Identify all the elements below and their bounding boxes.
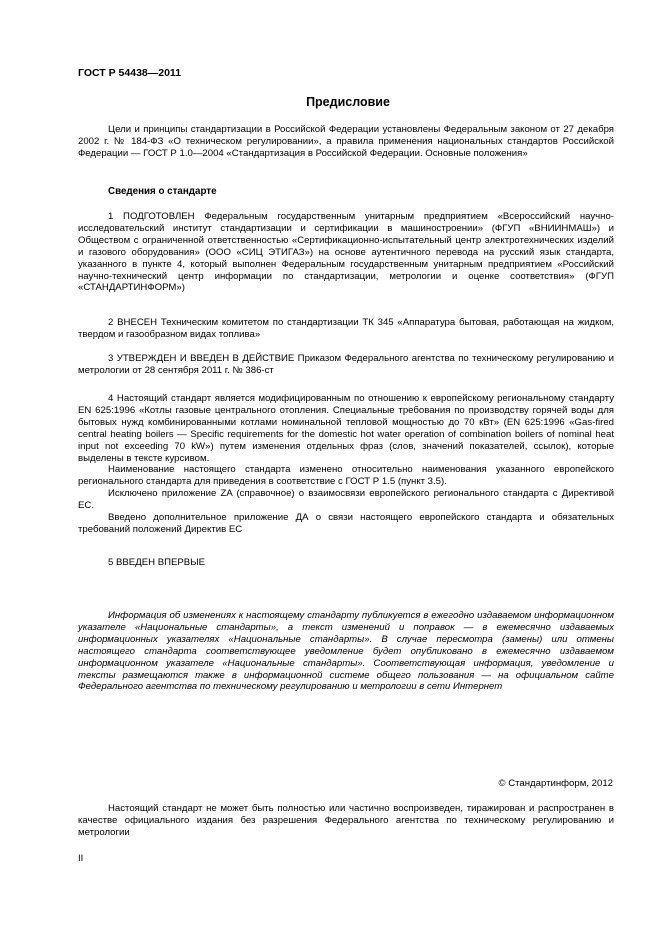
item5-paragraph: 5 ВВЕДЕН ВПЕРВЫЕ: [108, 557, 206, 568]
copyright-line: © Стандартинформ, 2012: [498, 778, 613, 789]
item1-paragraph: 1 ПОДГОТОВЛЕН Федеральным государственным унитарным предприятием «Всероссийский научно-исследовательский институт стандартизации и сертификации в машиностроении» (ФГУП «ВНИИНМАШ») и Обществом с ограниченной ответственностью «Сертификационно-испытательный центр электротехнических изделий и газового оборудования» (ООО «СИЦ ЭТИГАЗ») на основе аутентичного перевода на русский язык стандарта, указанного в пункте 4, который выполнен Федеральным государственным унитарным предприятием «Российский научно-технический центр информации по стандартизации, метрологии и оценке соответствия» (ФГУП «СТАНДАРТИНФОРМ»): [78, 211, 614, 294]
intro-block: [78, 124, 614, 160]
item4-block: [78, 393, 614, 536]
item4-excluded-paragraph: Исключено приложение ZA (справочное) о взаимосвязи европейского регионального стандарта с Директивой ЕС.: [78, 488, 614, 512]
item3-paragraph: 3 УТВЕРЖДЕН И ВВЕДЕН В ДЕЙСТВИЕ Приказом Федерального агентства по техническому регулированию и метрологии от 28 сентября 2011 г. № 386-ст: [78, 353, 614, 376]
intro-paragraph: Цели и принципы стандартизации в Российской Федерации установлены Федеральным законом от 27 декабря 2002 г. № 184-ФЗ «О техническом регулировании», а правила применения национальных стандартов Российской Федерации — ГОСТ Р 1.0—2004 «Стандартизация в Российской Федерации. Основные положения»: [78, 124, 614, 159]
item1-block: [78, 211, 614, 294]
item4-main-paragraph: 4 Настоящий стандарт является модифицированным по отношению к европейскому региональному стандарту EN 625:1996 «Котлы газовые центрального отопления. Специальные требования по производству горячей воды для бытовых нужд комбинированными котлами номинальной тепловой мощностью до 70 кВт» (EN 625:1996 «Gas-fired central heating boilers — Specific requirements for the domestic hot water operation of combination boilers of nominal heat input not exceeding 70 kW») путем изменения отдельных фраз (слов, значений показателей, ссылок), которые выделены в тексте курсивом.: [78, 393, 614, 464]
item4-added-paragraph: Введено дополнительное приложение ДА о связи настоящего европейского стандарта и обязательных требований положений Директив ЕС: [78, 512, 614, 535]
item2-block: [78, 317, 614, 341]
section-subtitle: Сведения о стандарте: [108, 186, 217, 197]
notice-block: [78, 610, 614, 693]
reproduction-block: [78, 803, 614, 839]
item2-paragraph: 2 ВНЕСЕН Техническим комитетом по стандартизации ТК 345 «Аппаратура бытовая, работающая на жидком, твердом и газообразном видах топлива»: [78, 317, 614, 340]
item3-block: [78, 353, 614, 377]
item4-name-paragraph: Наименование настоящего стандарта изменено относительно наименования указанного европейского регионального стандарта для приведения в соответствие с ГОСТ Р 1.5 (пункт 3.5).: [78, 464, 614, 488]
reproduction-paragraph: Настоящий стандарт не может быть полностью или частично воспроизведен, тиражирован и распространен в качестве официального издания без разрешения Федерального агентства по техническому регулированию и метрологии: [78, 803, 614, 838]
notice-paragraph: Информация об изменениях к настоящему стандарту публикуется в ежегодно издаваемом информационном указателе «Национальные стандарты», а текст изменений и поправок — в ежемесячно издаваемых информационных указателях «Национальные стандарты». В случае пересмотра (замены) или отмены настоящего стандарта соответствующее уведомление будет опубликовано в ежемесячно издаваемом информационном указателе «Национальные стандарты». Соответствующая информация, уведомление и тексты размещаются также в информационной системе общего пользования — на официальном сайте Федерального агентства по техническому регулированию и метрологии в сети Интернет: [78, 610, 614, 693]
item5-block: [78, 557, 614, 569]
doc-number-header: ГОСТ Р 54438—2011: [78, 67, 182, 79]
page-number: II: [78, 853, 84, 864]
page-title: Предисловие: [306, 95, 390, 109]
